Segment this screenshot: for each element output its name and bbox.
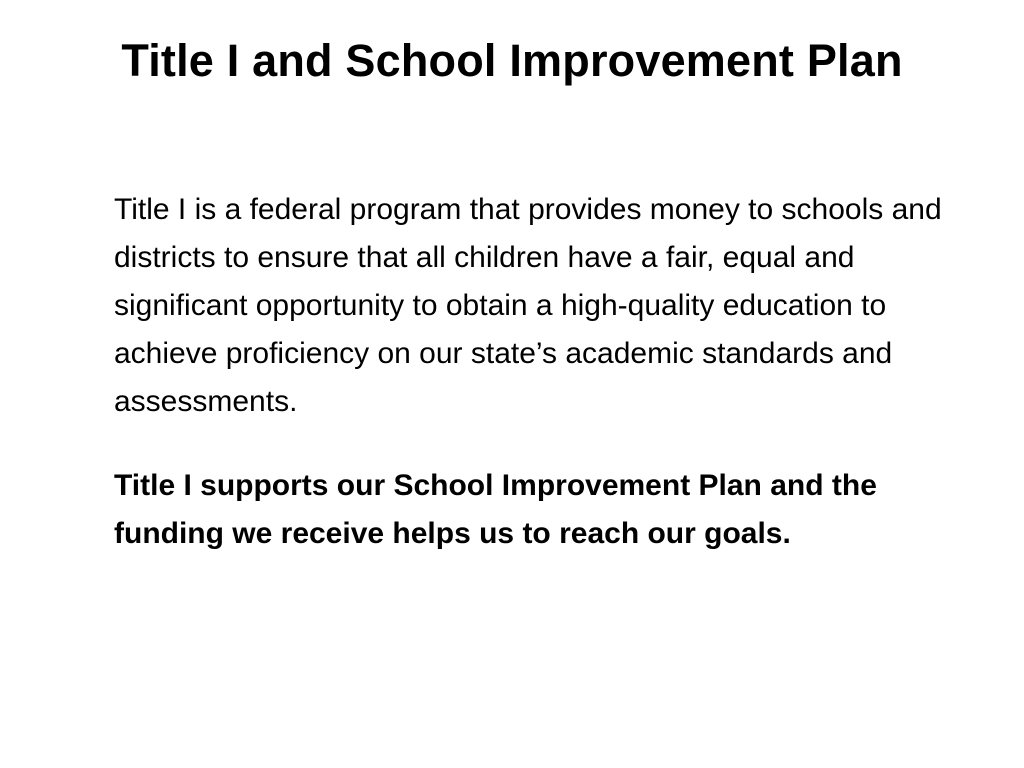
slide-title: Title I and School Improvement Plan (121, 35, 903, 86)
title-i-description-paragraph: Title I is a federal program that provides money to schools and districts to ensure that all children have a fair, equal and significant opportunity to obtain a high-quality education to achieve proficiency on our state’s academic standards and assessments. (114, 193, 942, 418)
school-improvement-plan-paragraph: Title I supports our School Improvement Plan and the funding we receive helps us to reach our goals. (114, 469, 877, 550)
slide-body (114, 186, 974, 558)
